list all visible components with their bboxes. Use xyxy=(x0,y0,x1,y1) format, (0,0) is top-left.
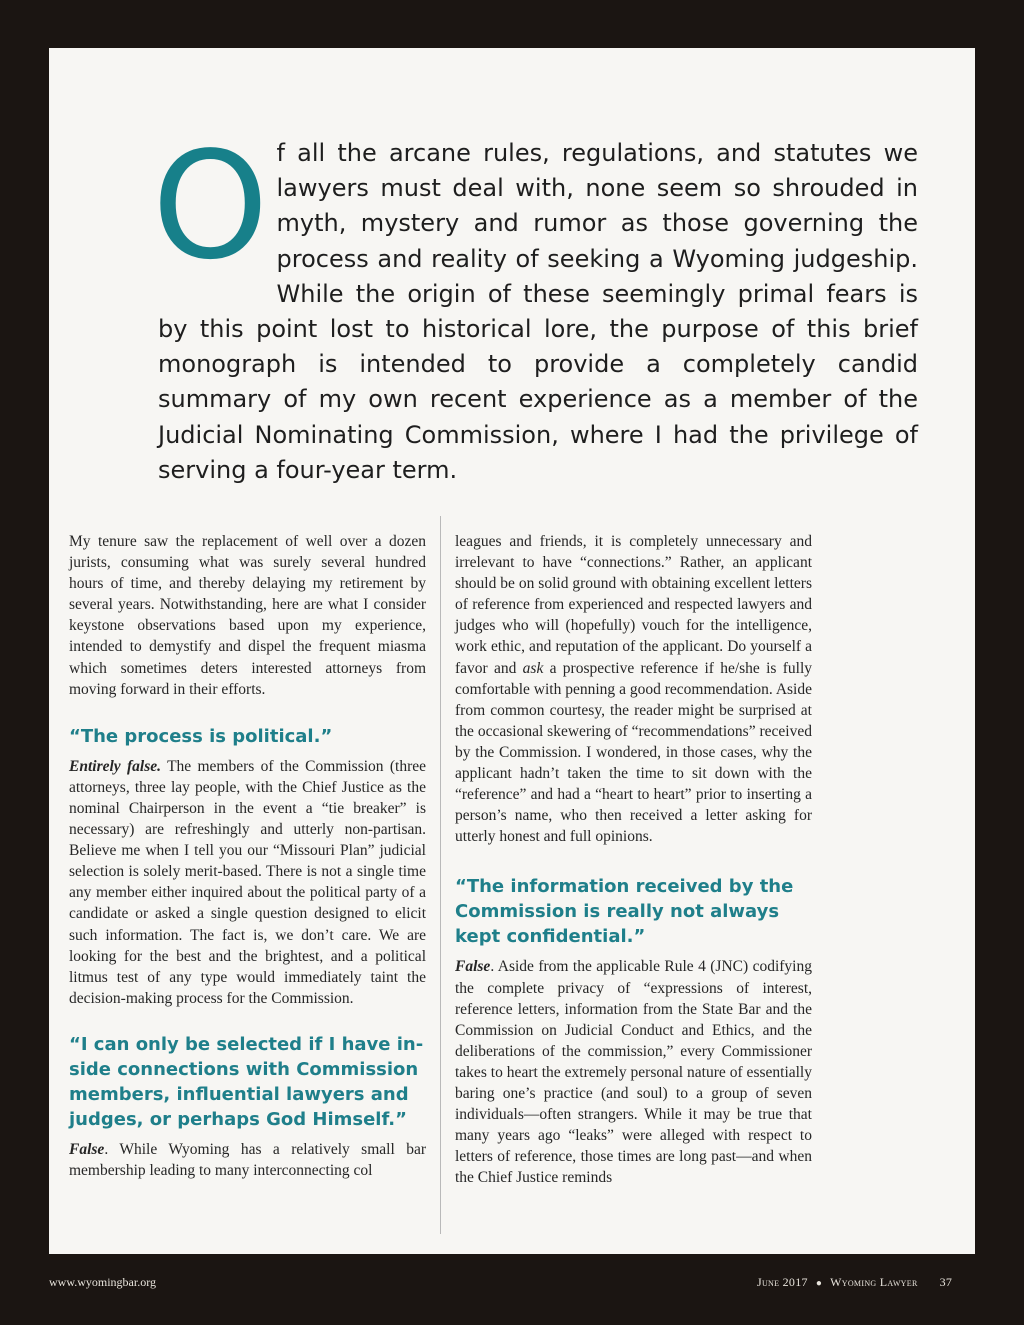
footer-url[interactable]: www.wyomingbar.org xyxy=(49,1275,156,1289)
paragraph-text: . While Wyoming has a relatively small bar membership leading to many interconnecting col xyxy=(69,1140,426,1179)
lead-in: False xyxy=(69,1140,105,1158)
body-paragraph xyxy=(69,756,426,1009)
page-number: 37 xyxy=(939,1275,953,1289)
lead-in: Entirely false. xyxy=(69,757,162,775)
drop-cap: O xyxy=(152,120,269,292)
lead-in: False xyxy=(455,958,491,976)
intro-text: f all the arcane rules, regulations, and statutes we lawyers must deal with, none seem so shrouded in myth, mystery and rumor as those governing the process and reality of seeking a Wyoming judgeship. While the origin of these seemingly primal fears is by this point lost to historical lore, the purpose of this brief monograph is intended to provide a completely candid summary of my own recent experience as a member of the Judicial Nominating Commission, where I had the privilege of serving a four-year term. xyxy=(158,139,918,484)
pull-heading: “I can only be selected if I have inside connections with Commission members, influential lawyers and judges, or perhaps God Himself.” xyxy=(69,1033,424,1130)
intro-paragraph xyxy=(152,120,918,488)
column-divider xyxy=(440,516,441,1234)
right-column xyxy=(455,531,812,1188)
emphasis: ask xyxy=(522,659,544,677)
footer-issue-info xyxy=(757,1275,952,1290)
pull-heading: “The information received by the Commission is really not always kept confidential.” xyxy=(455,876,794,948)
issue-date: June 2017 xyxy=(757,1275,808,1289)
paragraph-text: leagues and friends, it is completely unnecessary and irrelevant to have “connections.” Rather, an applicant should be on solid ground with obtaining excellent letters of reference from experienced and respected lawyers and judges who will (hopefully) vouch for the intelligence, work ethic, and reputation of the applicant. Do yourself a favor and xyxy=(455,533,812,677)
pull-heading: “The process is political.” xyxy=(69,725,333,747)
paragraph-text: a prospective reference if he/she is fully comfortable with penning a good recommendation. Aside from common courtesy, the reader might be surprised at the occasional skewering of “recommendations” received by the Commission. I wondered, in those cases, why the applicant hadn’t taken the time to sit down with the “reference” and had a “heart to heart” prior to inserting a person’s name, who then received a letter asking for utterly honest and full opinions. xyxy=(455,659,812,846)
body-paragraph: My tenure saw the replacement of well over a dozen jurists, consuming what was surely several hundred hours of time, and thereby delaying my retirement by several years. Notwithstanding, here are what I consider keystone observations based upon my experience, intended to demystify and dispel the frequent miasma which sometimes deters interested attorneys from moving forward in their efforts. xyxy=(69,533,426,698)
left-column xyxy=(69,531,426,1181)
body-paragraph xyxy=(69,1139,426,1181)
bullet-icon: ● xyxy=(815,1278,823,1289)
magazine-page xyxy=(49,48,975,1254)
paragraph-text: . Aside from the applicable Rule 4 (JNC) codifying the complete privacy of “expressions of interest, reference letters, information from the State Bar and the Commission on Judicial Conduct and Ethics, and the deliberations of the commission,” every Commissioner takes to heart the extremely personal nature of essentially baring one’s practice (and soul) to a group of seven individuals—often strangers. While it may be true that many years ago “leaks” were alleged with respect to letters of reference, those times are long past—and when the Chief Justice reminds xyxy=(455,958,812,1187)
publication-name: Wyoming Lawyer xyxy=(830,1275,918,1289)
body-paragraph xyxy=(455,531,812,847)
body-paragraph xyxy=(455,956,812,1188)
paragraph-text: The members of the Commission (three attorneys, three lay people, with the Chief Justice as the nominal Chairperson in the event a “tie breaker” is necessary) are refreshingly and utterly non-partisan. Believe me when I tell you our “Missouri Plan” judicial selection is solely merit-based. There is not a single time any member either inquired about the political party of a candidate or asked a single question designed to elicit such information. The fact is, we don’t care. We are looking for the best and the brightest, and a political litmus test of any type would immediately taint the decision-making process for the Commission. xyxy=(69,757,426,1007)
